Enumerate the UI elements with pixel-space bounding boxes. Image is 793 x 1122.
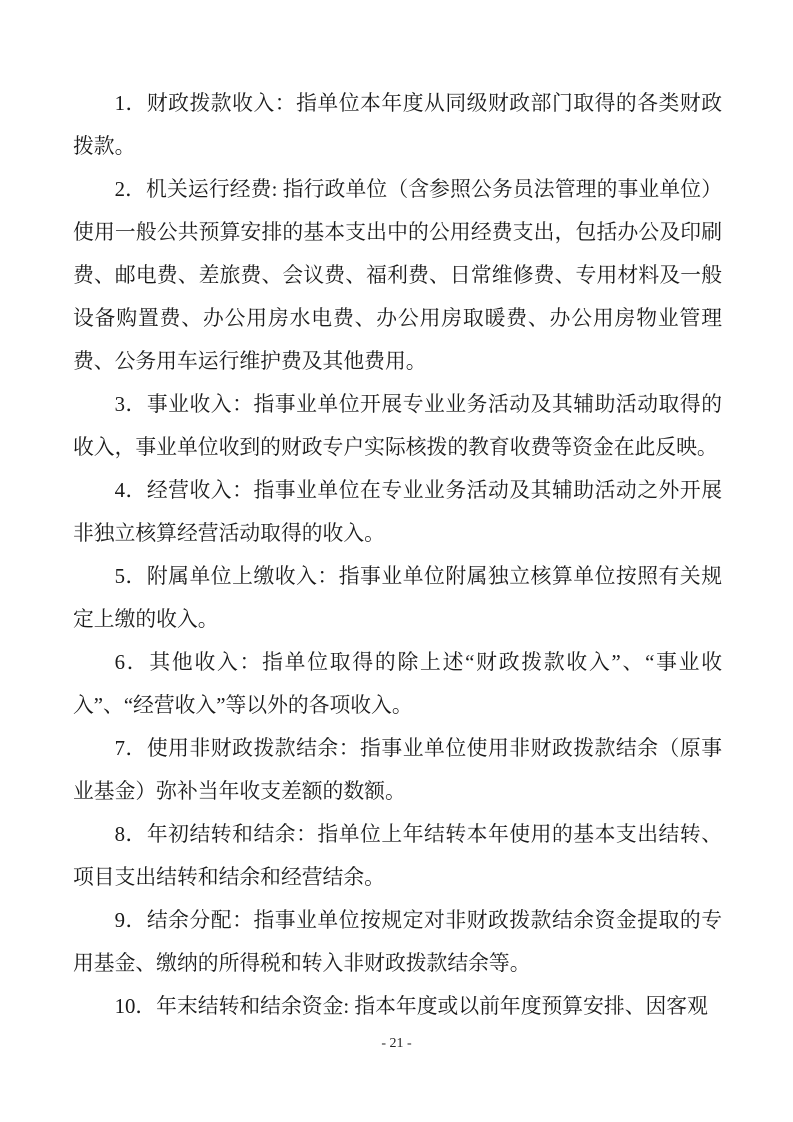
paragraph-use-of-non-fiscal-surplus: 7．使用非财政拨款结余：指事业单位使用非财政拨款结余（原事业基金）弥补当年收支差额的数额。 xyxy=(73,737,722,803)
paragraph-other-income: 6．其他收入：指单位取得的除上述“财政拨款收入”、“事业收入”、“经营收入”等以外的各项收入。 xyxy=(73,651,722,717)
glossary-text-block xyxy=(73,82,722,1028)
page-number: - 21 - xyxy=(381,1036,412,1051)
paragraph-operating-income: 4．经营收入：指事业单位在专业业务活动及其辅助活动之外开展非独立核算经营活动取得的收入。 xyxy=(73,479,722,545)
paragraph-beginning-year-carryover-surplus: 8．年初结转和结余：指单位上年结转本年使用的基本支出结转、项目支出结转和结余和经营结余。 xyxy=(73,823,722,889)
paragraph-surplus-distribution: 9．结余分配：指事业单位按规定对非财政拨款结余资金提取的专用基金、缴纳的所得税和转入非财政拨款结余等。 xyxy=(73,909,722,975)
paragraph-agency-operating-expenses: 2．机关运行经费: 指行政单位（含参照公务员法管理的事业单位）使用一般公共预算安排的基本支出中的公用经费支出，包括办公及印刷费、邮电费、差旅费、会议费、福利费、日常维修费、专用材料及一般设备购置费、办公用房水电费、办公用房取暖费、办公用房物业管理费、公务用车运行维护费及其他费用。 xyxy=(73,178,722,373)
paragraph-fiscal-appropriation-income: 1．财政拨款收入：指单位本年度从同级财政部门取得的各类财政拨款。 xyxy=(73,92,722,158)
paragraph-yearend-carryover-surplus-funds: 10．年末结转和结余资金: 指本年度或以前年度预算安排、因客观 xyxy=(114,995,708,1018)
paragraph-institution-income: 3．事业收入：指事业单位开展专业业务活动及其辅助活动取得的收入，事业单位收到的财政专户实际核拨的教育收费等资金在此反映。 xyxy=(73,393,722,459)
paragraph-subordinate-unit-remitted-income: 5．附属单位上缴收入：指事业单位附属独立核算单位按照有关规定上缴的收入。 xyxy=(73,565,722,631)
